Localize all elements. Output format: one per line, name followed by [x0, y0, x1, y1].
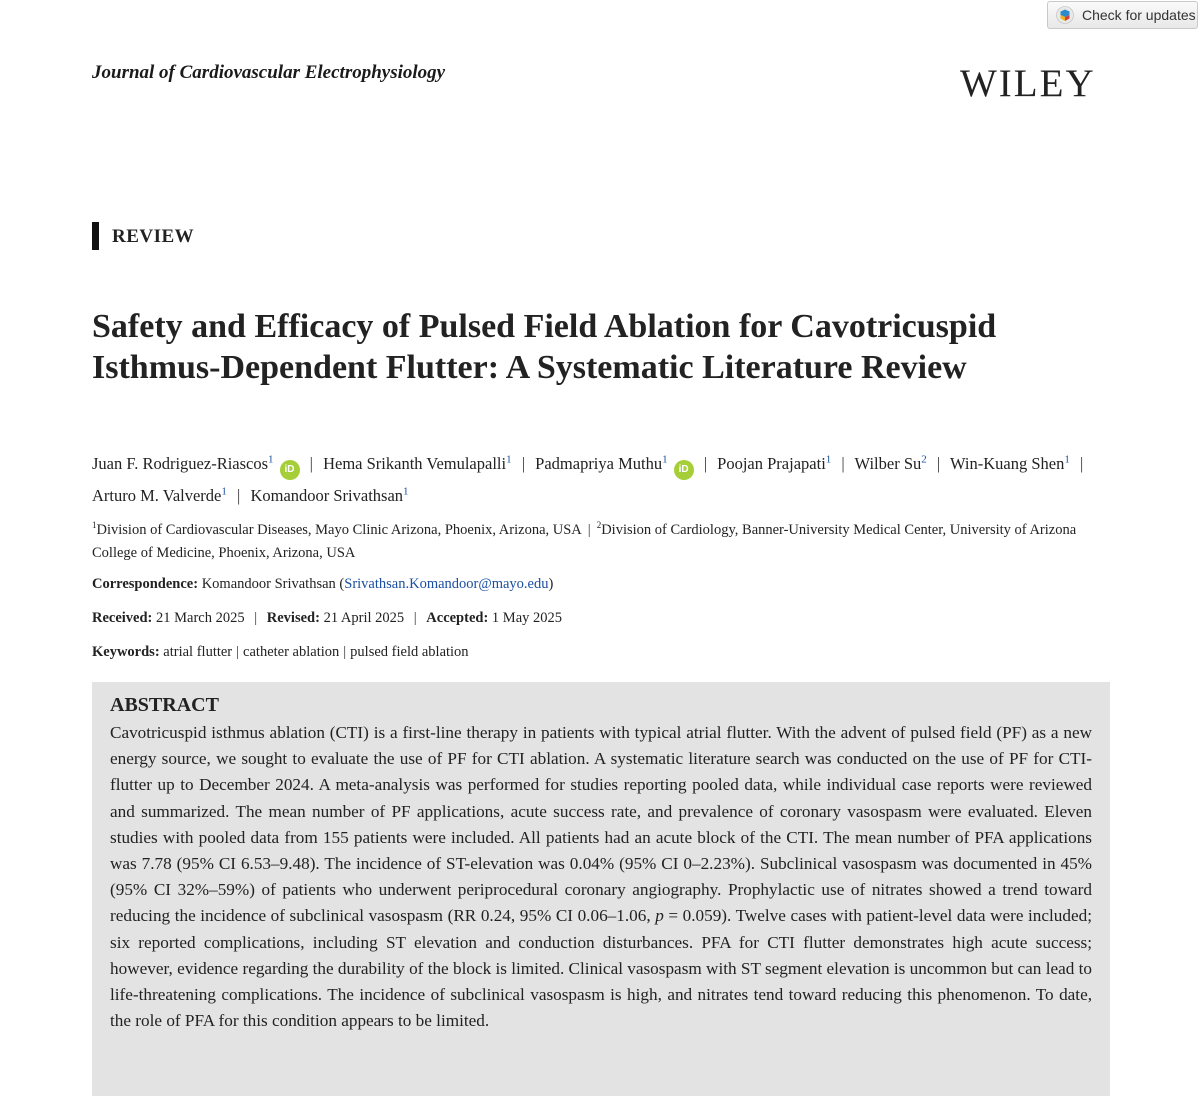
accepted-date: 1 May 2025	[491, 610, 563, 626]
author-name-text: Win-Kuang Shen	[950, 453, 1065, 473]
author-name-text: Padmapriya Muthu	[535, 453, 663, 473]
author-affiliation-number: 1	[268, 453, 274, 465]
author-separator: |	[1080, 453, 1084, 473]
correspondence-email-link[interactable]: Srivathsan.Komandoor@mayo.edu	[344, 576, 549, 592]
keyword: pulsed field ablation	[350, 644, 469, 660]
p-value-symbol: p	[655, 906, 664, 926]
section-marker-bar	[92, 222, 99, 250]
author-name-text: Hema Srikanth Vemulapalli	[323, 453, 507, 473]
author-list	[92, 447, 1112, 508]
correspondence-label: Correspondence:	[92, 576, 199, 592]
correspondence-line: Correspondence: Komandoor Srivathsan (Srivathsan.Komandoor@mayo.edu)	[92, 576, 554, 592]
keywords-label: Keywords:	[92, 644, 160, 660]
author-separator: |	[521, 453, 526, 473]
author-name[interactable]	[92, 454, 300, 473]
accepted-label: Accepted:	[426, 610, 489, 626]
crossmark-icon	[1056, 6, 1074, 24]
affiliation-number: 1	[92, 520, 97, 530]
orcid-icon[interactable]: iD	[674, 460, 694, 480]
author-separator: |	[703, 453, 708, 473]
author-name-text: Komandoor Srivathsan	[250, 486, 404, 505]
revised-date: 21 April 2025	[323, 610, 405, 626]
abstract-heading: ABSTRACT	[110, 694, 219, 716]
abstract-text-part: Cavotricuspid isthmus ablation (CTI) is a first-line therapy in patients with typical atrial flutter. With the advent of pulsed field (PF) as a new energy source, we sought to evaluate the use of PF for CTI ablation. A systematic literature search was conducted on the use of PF for CTI-flutter up to December 2024. A meta-analysis was performed for studies reporting pooled data, while individual case reports were reviewed and summarized. The mean number of PF applications, acute success rate, and prevalence of coronary vasospasm were evaluated. Eleven studies with pooled data from 155 patients were included. All patients had an acute block of the CTI. The mean number of PFA applications was 7.78 (95% CI 6.53–9.48). The incidence of ST-elevation was 0.04% (95% CI 0–2.23%). Subclinical vasospasm was documented in 45% (95% CI 32%–59%) of patients who underwent periprocedural coronary angiography. Prophylactic use of nitrates showed a trend toward reducing the incidence of subclinical vasospasm (RR 0.24, 95% CI 0.06–1.06,	[110, 723, 1092, 926]
author-name-text: Poojan Prajapati	[717, 453, 826, 473]
keyword: atrial flutter	[163, 644, 233, 660]
author-name[interactable]	[323, 454, 512, 473]
affiliations	[92, 514, 1117, 565]
revised-label: Revised:	[266, 610, 320, 626]
author-name-text: Arturo M. Valverde	[92, 486, 222, 505]
check-for-updates-label: Check for updates	[1082, 7, 1196, 23]
author-name-text: Juan F. Rodriguez-Riascos	[92, 453, 269, 473]
dates-line: Received: 21 March 2025 | Revised: 21 April 2025 | Accepted: 1 May 2025	[92, 610, 563, 626]
author-name[interactable]	[855, 454, 927, 473]
author-affiliation-number: 1	[221, 485, 227, 498]
orcid-icon[interactable]: iD	[280, 460, 300, 480]
section-label: REVIEW	[112, 226, 195, 247]
abstract-text-part: = 0.059). Twelve cases with patient-level data were included; six reported complications, including ST elevation and conduction disturbances. PFA for CTI flutter demonstrates high acute success; however, evidence regarding the durability of the block is limited. Clinical vasospasm with ST segment elevation is uncommon but can lead to life-threatening complications. The incidence of subclinical vasospasm is high, and nitrates tend toward reducing this phenomenon. To date, the role of PFA for this condition appears to be limited.	[110, 906, 1092, 1031]
author-affiliation-number: 1	[403, 485, 409, 498]
author-affiliation-number: 2	[921, 453, 927, 465]
author-affiliation-number: 1	[506, 453, 512, 465]
received-date: 21 March 2025	[156, 610, 245, 626]
author-name[interactable]	[950, 454, 1070, 473]
check-for-updates-button[interactable]	[1047, 1, 1198, 29]
publisher-logo: WILEY	[960, 62, 1096, 105]
author-separator: |	[237, 486, 241, 505]
article-title: Safety and Efficacy of Pulsed Field Ablation for Cavotricuspid Isthmus-Dependent Flutter: A Systematic Literature Review	[92, 308, 997, 386]
author-name[interactable]	[535, 454, 693, 473]
author-separator: |	[309, 453, 313, 473]
author-name[interactable]	[92, 486, 227, 505]
correspondence-name: Komandoor Srivathsan	[201, 576, 336, 592]
author-affiliation-number: 1	[825, 453, 832, 465]
keyword: catheter ablation	[243, 644, 340, 660]
separator: |	[587, 521, 591, 538]
affiliation-text: Division of Cardiovascular Diseases, Mayo Clinic Arizona, Phoenix, Arizona, USA	[96, 521, 582, 538]
received-label: Received:	[92, 610, 153, 626]
author-name-text: Wilber Su	[854, 453, 922, 473]
author-separator: |	[936, 453, 941, 473]
abstract-body	[110, 720, 1092, 1034]
author-name[interactable]	[250, 486, 408, 505]
author-affiliation-number: 1	[1064, 453, 1070, 465]
affiliation-number: 2	[596, 520, 602, 530]
author-affiliation-number: 1	[662, 453, 668, 465]
journal-name: Journal of Cardiovascular Electrophysiology	[92, 62, 446, 83]
author-separator: |	[841, 453, 845, 473]
author-name[interactable]	[717, 454, 831, 473]
keywords-line: Keywords: atrial flutter | catheter ablation | pulsed field ablation	[92, 644, 469, 660]
affiliation-text: Division of Cardiology, Banner-University Medical Center, University of Arizona College of Medicine, Phoenix, Arizona, USA	[92, 521, 1077, 561]
